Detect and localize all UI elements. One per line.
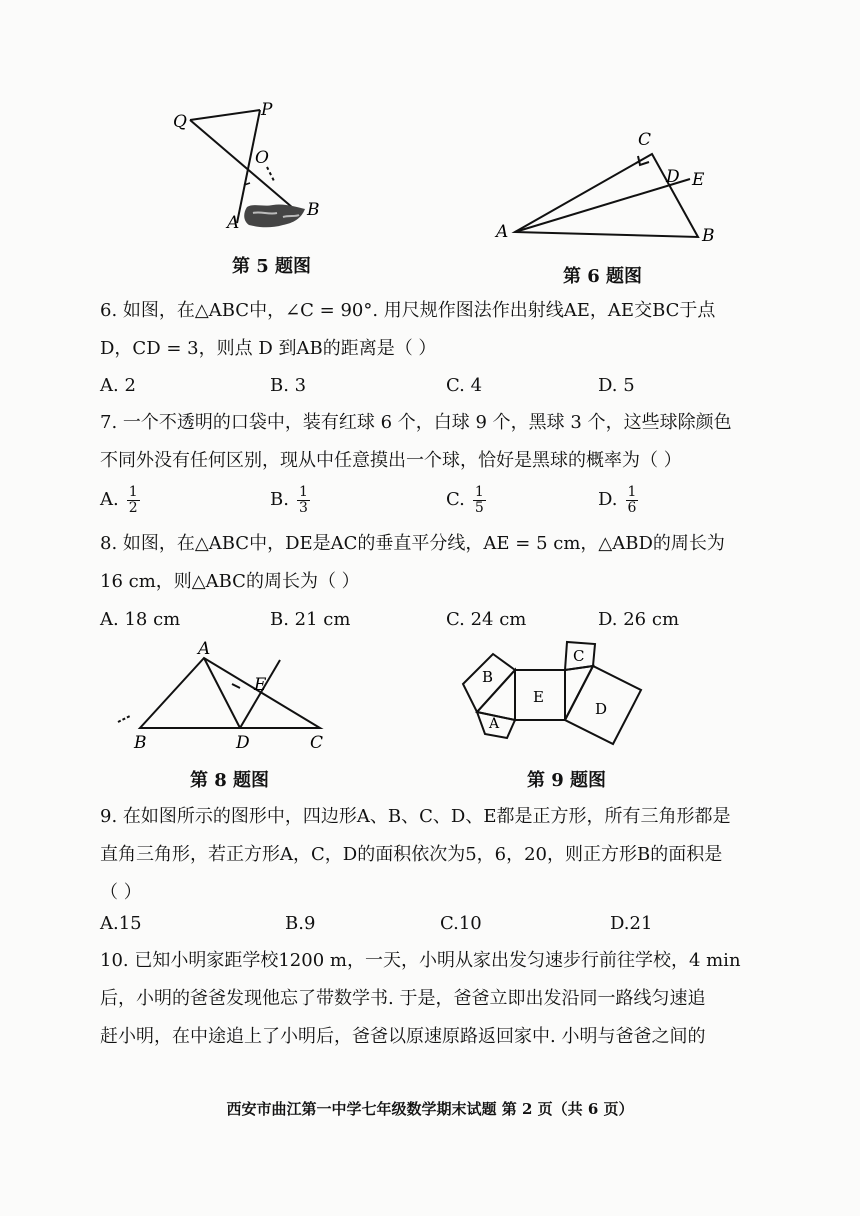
question-7-options bbox=[100, 482, 780, 524]
option-b: B. 21 cm bbox=[270, 609, 351, 630]
fig5-label-o: O bbox=[255, 148, 269, 168]
question-9-line-1: 9. 在如图所示的图形中，四边形A、B、C、D、E都是正方形，所有三角形都是 bbox=[100, 806, 731, 827]
option-a: A. 2 bbox=[100, 375, 136, 396]
fig5-caption: 第 5 题图 bbox=[232, 256, 312, 277]
page-footer: 西安市曲江第一中学七年级数学期末试题 第 2 页（共 6 页） bbox=[226, 1100, 634, 1118]
option-d: D. 5 bbox=[598, 375, 635, 396]
option-a: A. 18 cm bbox=[100, 609, 181, 630]
option-a: A. $\frac{1}{2}$ bbox=[100, 483, 138, 516]
question-6-line-1: 6. 如图，在△ABC中，∠C = 90°. 用尺规作图法作出射线AE，AE交BC于点 bbox=[100, 300, 716, 321]
fig6-label-e: E bbox=[692, 170, 705, 190]
fraction: $\frac{1}{5}$ bbox=[474, 483, 484, 516]
question-10 bbox=[100, 942, 780, 1056]
fig9-label-c: C bbox=[573, 647, 585, 665]
option-d: D. 26 cm bbox=[598, 609, 680, 630]
fig6-label-b: B bbox=[702, 226, 715, 246]
option-c: C.10 bbox=[440, 913, 482, 934]
question-10-line-1: 10. 已知小明家距学校1200 m，一天，小明从家出发匀速步行前往学校，4 min bbox=[100, 950, 741, 971]
option-a: A.15 bbox=[100, 913, 142, 934]
fig8-label-b: B bbox=[134, 733, 147, 753]
question-7-line-2: 不同外没有任何区别，现从中任意摸出一个球，恰好是黑球的概率为（ ） bbox=[100, 450, 682, 471]
question-6-line-2: D，CD = 3，则点 D 到AB的距离是（ ） bbox=[100, 338, 437, 359]
option-c: C. 4 bbox=[446, 375, 483, 396]
fig8-label-c: C bbox=[310, 733, 324, 753]
option-b: B. $\frac{1}{3}$ bbox=[270, 483, 308, 516]
fig6-label-d: D bbox=[666, 167, 680, 187]
fraction: $\frac{1}{6}$ bbox=[627, 483, 637, 516]
figure-5 bbox=[165, 95, 330, 245]
option-c: C. $\frac{1}{5}$ bbox=[446, 483, 484, 516]
question-9-line-2: 直角三角形，若正方形A，C，D的面积依次为5，6，20，则正方形B的面积是 bbox=[100, 844, 723, 865]
fraction: $\frac{1}{2}$ bbox=[128, 483, 138, 516]
question-8-options bbox=[100, 602, 780, 638]
question-8 bbox=[100, 525, 780, 601]
fig5-label-q: Q bbox=[173, 112, 187, 132]
figure-8 bbox=[110, 640, 340, 755]
fig9-label-b: B bbox=[482, 668, 494, 686]
question-9-line-3: （ ） bbox=[100, 882, 142, 903]
question-7 bbox=[100, 404, 780, 480]
question-9-options bbox=[100, 906, 780, 942]
fig5-label-a: A bbox=[227, 213, 240, 233]
fig5-label-b: B bbox=[307, 200, 320, 220]
fig8-label-a: A bbox=[198, 640, 211, 659]
question-6 bbox=[100, 292, 780, 368]
option-b: B.9 bbox=[285, 913, 316, 934]
option-c: C. 24 cm bbox=[446, 609, 527, 630]
question-7-line-1: 7. 一个不透明的口袋中，装有红球 6 个，白球 9 个，黑球 3 个，这些球除颜色 bbox=[100, 412, 732, 433]
question-6-options bbox=[100, 368, 780, 404]
option-d: D.21 bbox=[610, 913, 653, 934]
question-10-line-3: 赶小明，在中途追上了小明后，爸爸以原速原路返回家中. 小明与爸爸之间的 bbox=[100, 1026, 706, 1047]
fig8-caption: 第 8 题图 bbox=[190, 770, 270, 791]
fig9-label-d: D bbox=[595, 700, 608, 718]
figure-9 bbox=[455, 640, 655, 760]
option-d: D. $\frac{1}{6}$ bbox=[598, 483, 637, 516]
fig6-label-a: A bbox=[496, 222, 509, 242]
question-8-line-1: 8. 如图，在△ABC中，DE是AC的垂直平分线，AE = 5 cm，△ABD的周长为 bbox=[100, 533, 725, 554]
figure-6 bbox=[490, 125, 730, 250]
fig9-label-e: E bbox=[533, 688, 544, 706]
fig9-label-a: A bbox=[489, 716, 500, 732]
question-9 bbox=[100, 798, 780, 912]
fig5-label-p: P bbox=[261, 100, 273, 120]
fig9-caption: 第 9 题图 bbox=[527, 770, 607, 791]
fraction: $\frac{1}{3}$ bbox=[298, 483, 308, 516]
fig8-label-d: D bbox=[236, 733, 250, 753]
question-8-line-2: 16 cm，则△ABC的周长为（ ） bbox=[100, 571, 360, 592]
fig6-label-c: C bbox=[638, 130, 652, 150]
question-10-line-2: 后，小明的爸爸发现他忘了带数学书. 于是，爸爸立即出发沿同一路线匀速追 bbox=[100, 988, 706, 1009]
fig8-label-e: E bbox=[254, 675, 267, 695]
option-b: B. 3 bbox=[270, 375, 307, 396]
fig6-caption: 第 6 题图 bbox=[563, 266, 643, 287]
